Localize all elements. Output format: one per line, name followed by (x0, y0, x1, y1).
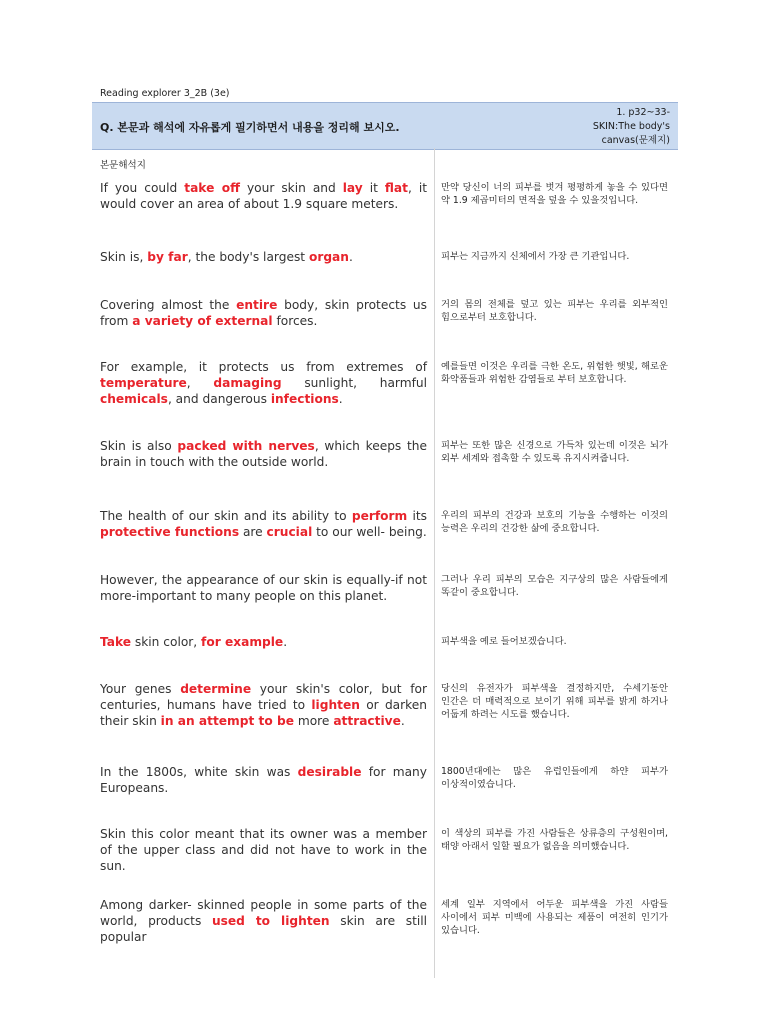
sentence-text: are (239, 525, 267, 540)
highlighted-phrase: entire (236, 298, 278, 312)
highlighted-phrase: desirable (297, 765, 362, 779)
question-text: Q. 본문과 해석에 자유롭게 필기하면서 내용을 정리해 보시오. (100, 121, 400, 134)
english-sentence (100, 297, 427, 329)
sentence-text: , which keeps the brain in touch with the outside world. (100, 439, 427, 470)
sentence-text: . (338, 392, 343, 407)
reference-line-2: SKIN:The body's (592, 121, 670, 132)
sentence-text: , it would cover an area of about 1.9 square meters. (100, 181, 427, 212)
korean-translation: 이 색상의 피부를 가진 사람들은 상류층의 구성원이며, 태양 아래서 일할 필요가 없음을 의미했습니다. (441, 828, 668, 852)
korean-translation: 예를들면 이것은 우리를 극한 온도, 위험한 햇빛, 해로운 화약품들과 위험한 감염들로 부터 보호합니다. (441, 361, 668, 385)
highlighted-phrase: lay (342, 181, 363, 195)
highlighted-phrase: temperature (100, 376, 187, 391)
korean-translation: 세계 일부 지역에서 어두운 피부색을 가진 사람들 사이에서 피부 미백에 사용되는 제품이 여전히 인기가 있습니다. (441, 899, 668, 936)
korean-translation: 우리의 피부의 건강과 보호의 기능을 수행하는 이것의 능력은 우리의 건강한 삶에 중요합니다. (441, 510, 668, 534)
highlighted-phrase: protective functions (100, 525, 240, 540)
question-header (92, 102, 678, 150)
sentence-text: . (348, 250, 353, 264)
korean-translation: 당신의 유전자가 피부색을 결정하지만, 수세기동안 인간은 더 매력적으로 보이기 위해 피부를 밝게 하거나 어둡게 하려는 시도를 했습니다. (441, 683, 668, 720)
korean-translation: 그러나 우리 피부의 모습은 지구상의 많은 사람들에게 똑같이 중요합니다. (441, 574, 668, 598)
sentence-text: The health of our skin and its ability to (100, 509, 352, 523)
highlighted-phrase: determine (180, 682, 252, 696)
highlighted-phrase: used to lighten (211, 914, 330, 929)
korean-translation: 피부는 또한 많은 신경으로 가득차 있는데 이것은 뇌가 외부 세계와 접촉할 수 있도록 유지시켜줍니다. (441, 440, 668, 464)
sentence-text: However, the appearance of our skin is equally-if not more-important to many people on this planet. (100, 573, 427, 604)
highlighted-phrase: a variety of external (132, 314, 273, 329)
document-label: Reading explorer 3_2B (3e) (100, 88, 230, 99)
sentence-text: , and dangerous (167, 392, 271, 407)
korean-translation: 거의 몸의 전체를 덮고 있는 피부는 우리를 외부적인 힘으로부터 보호합니다. (441, 299, 668, 323)
sentence-text: it (362, 181, 385, 195)
section-label: 본문해석지 (100, 160, 146, 171)
highlighted-phrase: infections (270, 392, 339, 407)
sentence-text: your skin and (239, 181, 343, 195)
english-sentence (100, 359, 427, 408)
sentence-text: or darken their skin (100, 698, 427, 729)
sentence-text: , the body's largest (187, 250, 309, 264)
english-sentence (100, 180, 427, 212)
sentence-text: . (283, 635, 288, 649)
highlighted-phrase: attractive (333, 714, 401, 729)
sentence-text: If you could (100, 181, 185, 195)
highlighted-phrase: take off (184, 181, 240, 195)
sentence-text: sunlight, harmful (281, 376, 427, 391)
sentence-text: forces. (272, 314, 318, 329)
highlighted-phrase: in an attempt to be (160, 714, 294, 729)
sentence-text: skin are still popular (100, 914, 428, 945)
korean-translation: 피부는 지금까지 신체에서 가장 큰 기관입니다. (441, 251, 630, 262)
sentence-text: In the 1800s, white skin was (100, 765, 298, 779)
sentence-text: For example, it protects us from extremes of (100, 360, 427, 374)
page-reference (560, 106, 670, 148)
sentence-text: Skin is, (100, 250, 148, 264)
highlighted-phrase: crucial (266, 525, 313, 540)
highlighted-phrase: organ (308, 250, 349, 264)
english-sentence (100, 634, 427, 650)
sentence-text: , (186, 376, 214, 391)
korean-translation: 1800년대에는 많은 유럽인들에게 하얀 피부가 이상적이였습니다. (441, 766, 668, 790)
sentence-text: for many Europeans. (100, 765, 427, 796)
sentence-text: Among darker- skinned people in some parts of the world, products (100, 898, 427, 929)
english-sentence (100, 572, 427, 604)
english-sentence (100, 897, 427, 946)
highlighted-phrase: for example (201, 635, 284, 649)
reference-line-1: 1. p32~33- (616, 107, 670, 118)
sentence-text: Skin this color meant that its owner was a member of the upper class and did not have to work in the sun. (100, 827, 427, 874)
sentence-text: your skin's color, but for centuries, humans have tried to (100, 682, 428, 713)
english-sentence (100, 508, 427, 540)
reference-line-3: canvas(문제지) (601, 135, 670, 146)
sentence-text: Skin is also (100, 439, 178, 453)
sentence-text: more (293, 714, 334, 729)
english-sentence (100, 764, 427, 796)
sentence-text: to our well- being. (312, 525, 427, 540)
sentence-text: . (400, 714, 405, 729)
english-sentence (100, 438, 427, 470)
sentence-text: skin color, (131, 635, 202, 649)
english-sentence (100, 249, 427, 265)
highlighted-phrase: chemicals (100, 392, 168, 407)
highlighted-phrase: perform (351, 509, 408, 523)
highlighted-phrase: by far (147, 250, 188, 264)
sentence-text: Covering almost the (100, 298, 237, 312)
highlighted-phrase: packed with nerves (177, 439, 315, 453)
highlighted-phrase: lighten (311, 698, 360, 713)
highlighted-phrase: damaging (213, 376, 282, 391)
highlighted-phrase: flat (384, 181, 408, 195)
sentence-text: body, skin protects us from (100, 298, 427, 329)
korean-translation: 만약 당신이 너의 피부를 벗겨 평평하게 놓을 수 있다면 약 1.9 제곱미터의 면적을 덮을 수 있을것입니다. (441, 182, 668, 206)
highlighted-phrase: Take (100, 635, 132, 649)
korean-translation: 피부색을 예로 들어보겠습니다. (441, 636, 567, 647)
column-divider (434, 148, 435, 978)
sentence-text: its (407, 509, 427, 523)
sentence-text: Your genes (100, 682, 181, 696)
english-sentence (100, 826, 427, 875)
english-sentence (100, 681, 427, 730)
